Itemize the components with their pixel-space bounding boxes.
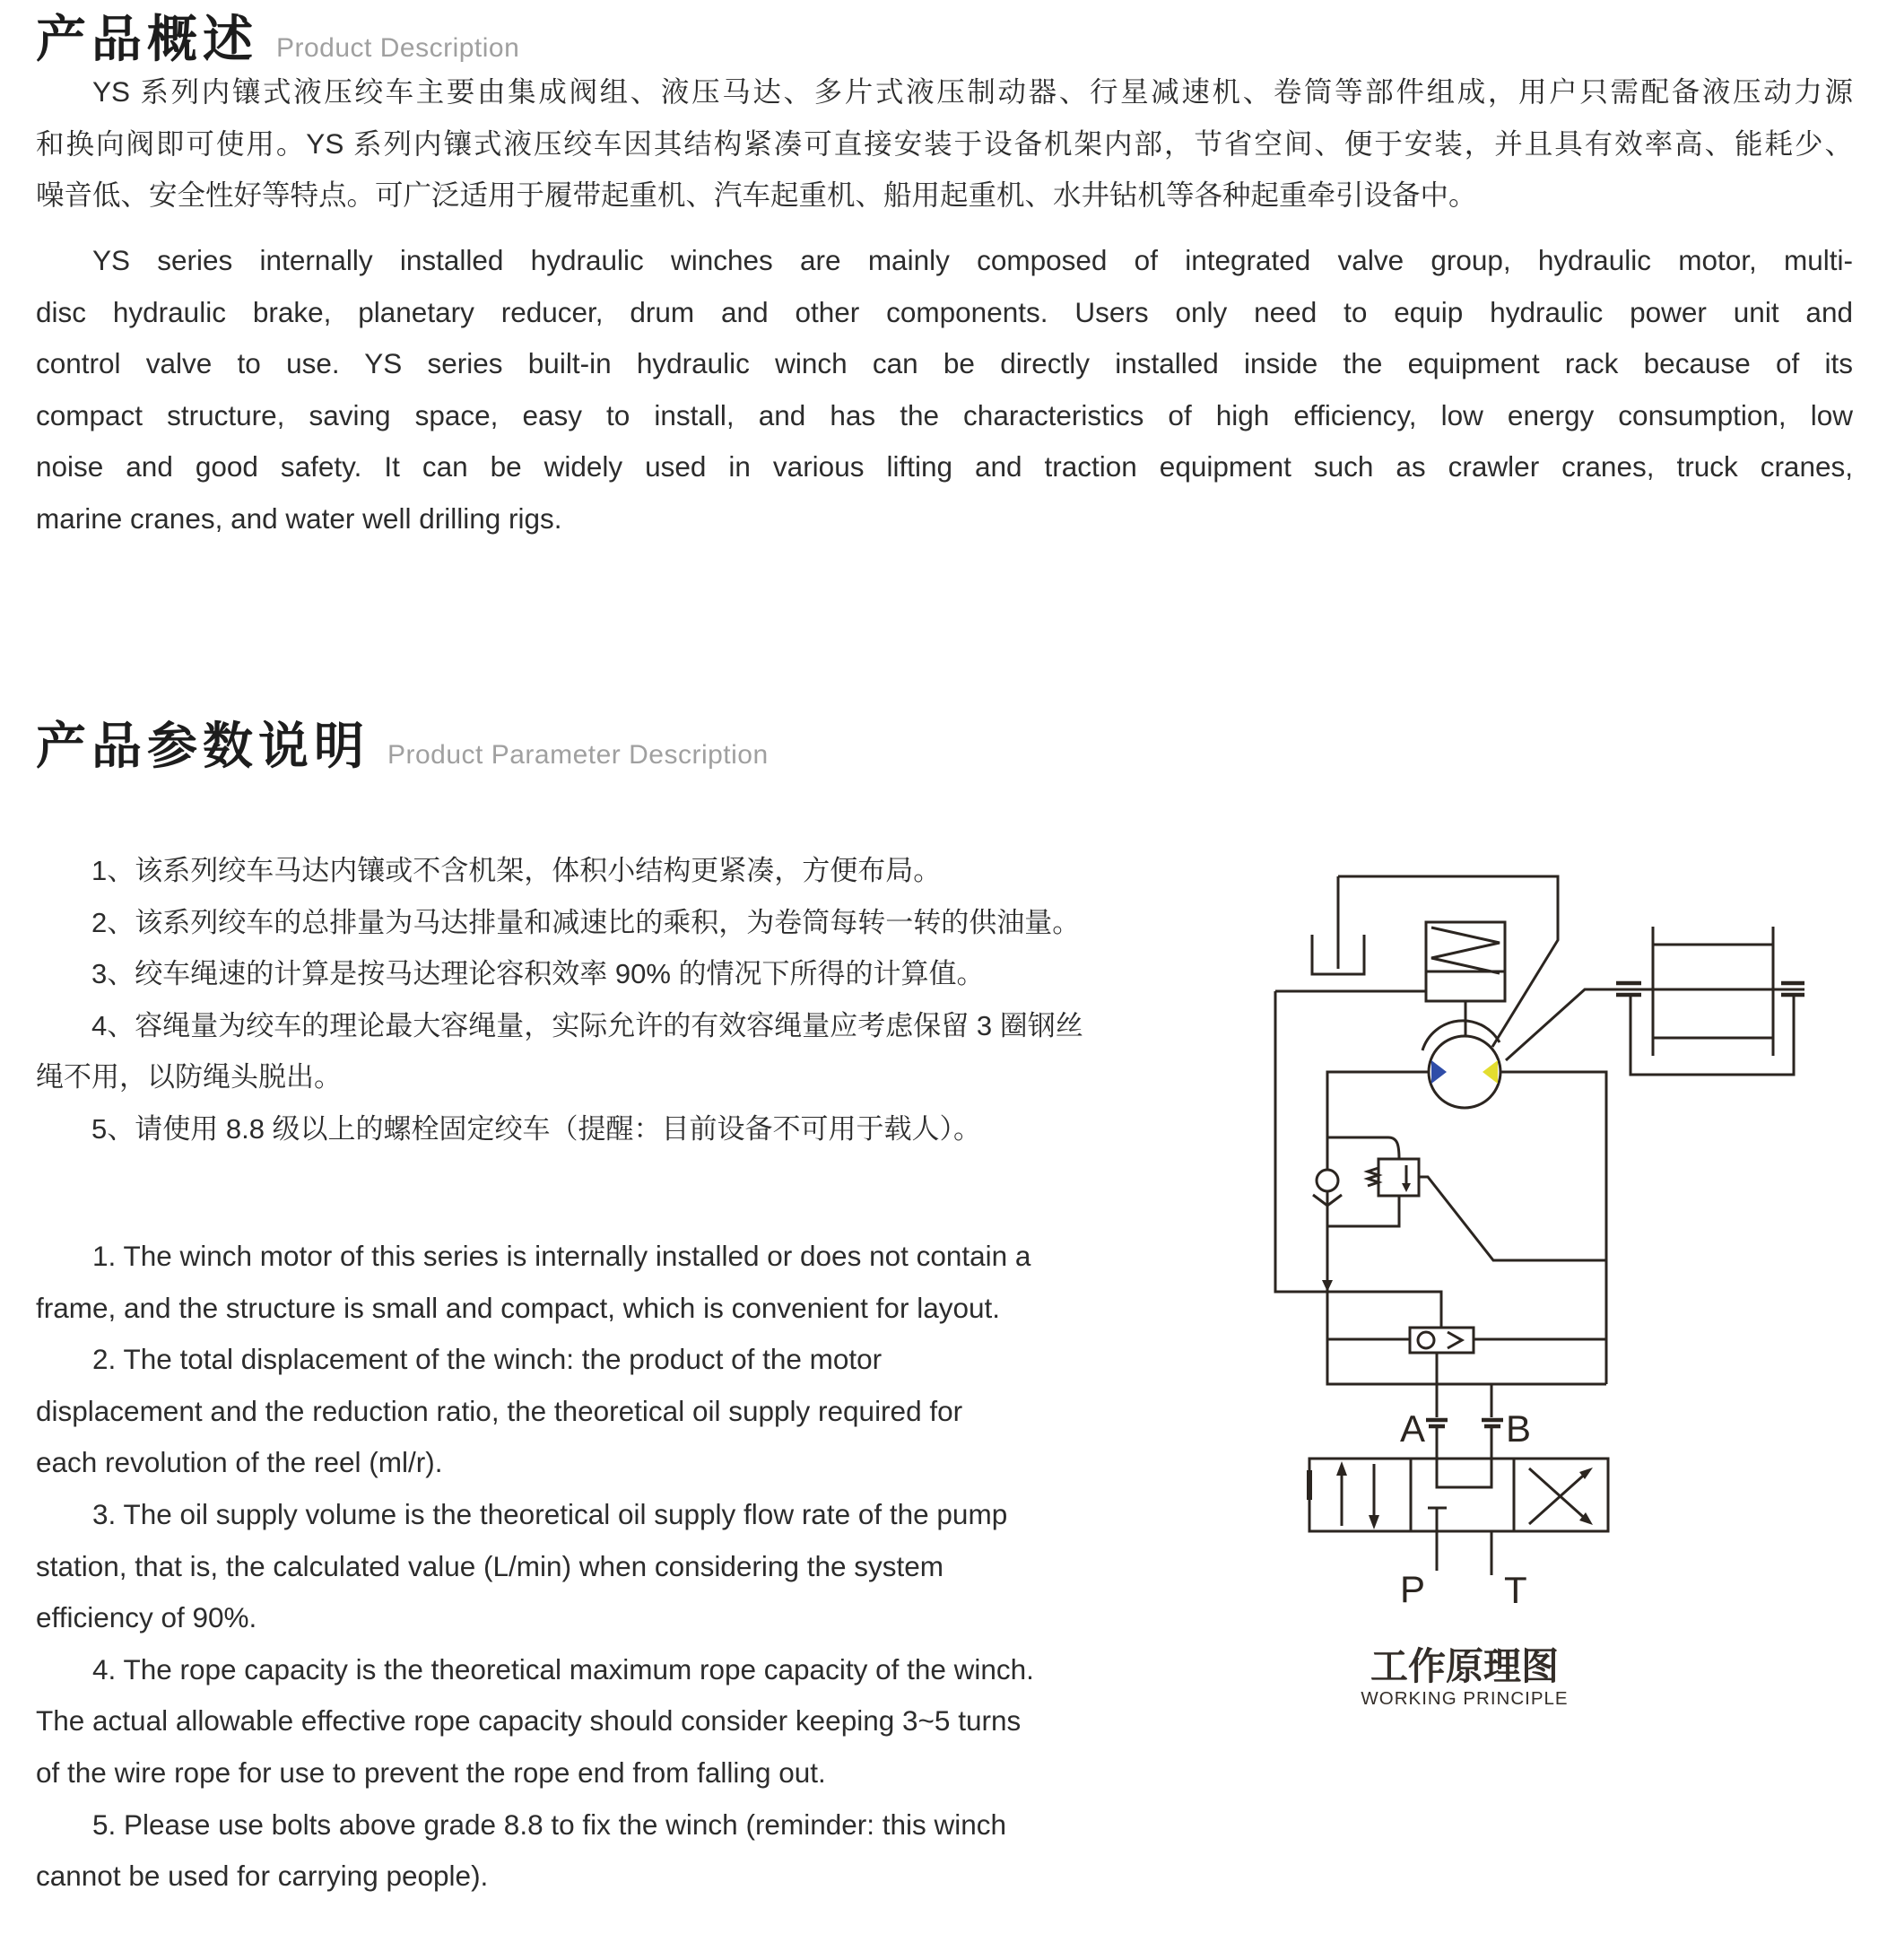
parameter-notes-zh bbox=[36, 845, 1229, 1155]
relief-bottom-line bbox=[1327, 1196, 1399, 1226]
port-b-break bbox=[1482, 1420, 1503, 1426]
port-a-break bbox=[1426, 1420, 1448, 1426]
diagram-caption-en: WORKING PRINCIPLE bbox=[1361, 1688, 1569, 1709]
note-en-4: 4. The rope capacity is the theoretical maximum rope capacity of the winch. The actual allowable effective rope capacity should consider keeping 3~5 turns of the wire rope for use to prevent the rope end from falling out. bbox=[36, 1652, 1034, 1789]
motor-port-left-triangle bbox=[1431, 1060, 1447, 1084]
port-a-label: A bbox=[1399, 1407, 1425, 1450]
hydraulic-schematic bbox=[1275, 876, 1804, 1575]
shuttle-ball bbox=[1418, 1332, 1434, 1348]
port-t-label: T bbox=[1504, 1569, 1527, 1611]
section1-header bbox=[36, 11, 520, 67]
motor-port-right-triangle bbox=[1483, 1060, 1498, 1084]
note-zh-5: 5、请使用 8.8 级以上的螺栓固定绞车（提醒：目前设备不可用于载人）。 bbox=[91, 1112, 982, 1145]
relief-spring-symbol bbox=[1368, 1168, 1378, 1186]
note-en-1: 1. The winch motor of this series is internally installed or does not contain a frame, and the structure is small and compact, which is convenient for layout. bbox=[36, 1240, 1031, 1324]
note-en-5: 5. Please use bolts above grade 8.8 to fix the winch (reminder: this winch cannot be used for carrying people). bbox=[36, 1808, 1007, 1893]
working-principle-diagram bbox=[1256, 852, 1865, 1713]
overview-paragraph-en: YS series internally installed hydraulic winches are mainly composed of integrated valve group, hydraulic motor, multi- disc hydraulic brake, planetary reducer, drum and other components. Users only need to equip hydraulic power unit and control valve to use. YS series built-in hydraulic winch can be directly installed inside the equipment rack because of its compact structure, saving space, easy to install, and has the characteristics of high efficiency, low energy consumption, low noise and good safety. It can be widely used in various lifting and traction equipment such as crawler cranes, truck cranes, marine cranes, and water well drilling rigs. bbox=[36, 244, 1853, 535]
port-p-label: P bbox=[1399, 1568, 1425, 1610]
motor-line-left bbox=[1327, 1072, 1429, 1170]
section2-title-zh: 产品参数说明 bbox=[36, 718, 370, 774]
valve-arrow-down-head bbox=[1369, 1515, 1379, 1529]
note-en-3: 3. The oil supply volume is the theoretical oil supply flow rate of the pump station, that is, the calculated value (L/min) when considering the system efficiency of 90%. bbox=[36, 1497, 1008, 1634]
valve-center-position bbox=[1428, 1459, 1491, 1531]
winch-drum-symbol bbox=[1653, 927, 1773, 1056]
lower-loop-line bbox=[1327, 1339, 1606, 1384]
valve-arrow-up-head bbox=[1336, 1461, 1347, 1476]
oil-tank-symbol bbox=[1312, 876, 1364, 974]
note-zh-1: 1、该系列绞车马达内镶或不含机架，体积小结构更紧凑，方便布局。 bbox=[91, 855, 942, 886]
flow-arrow-down bbox=[1322, 1280, 1333, 1292]
motor-line-right bbox=[1500, 1072, 1606, 1384]
section1-title-zh: 产品概述 bbox=[36, 11, 258, 67]
relief-valve-symbol bbox=[1378, 1159, 1419, 1196]
diagram-caption-zh: 工作原理图 bbox=[1370, 1645, 1560, 1687]
section1-title-en: Product Description bbox=[276, 33, 520, 63]
port-b-label: B bbox=[1506, 1407, 1532, 1450]
parameter-notes-en bbox=[36, 1231, 1229, 1903]
section2-header bbox=[36, 718, 769, 774]
spring-symbol bbox=[1431, 928, 1500, 973]
note-zh-3: 3、绞车绳速的计算是按马达理论容积效率 90% 的情况下所得的计算值。 bbox=[91, 958, 985, 990]
valve-dividers bbox=[1411, 1459, 1514, 1531]
relief-out-diagonal bbox=[1419, 1177, 1606, 1260]
drum-shaft-line bbox=[1506, 989, 1804, 1060]
overview-paragraph-zh: YS 系列内镶式液压绞车主要由集成阀组、液压马达、多片式液压制动器、行星减速机、卷筒等部件组成，用户只需配备液压动力源 和换向阀即可使用。YS 系列内镶式液压绞车因其结构紧凑可直接安装于设备机架内部，节省空间、便于安装，并且具有效率高、能耗少、 噪音低、安全性好等特点。可广泛适用于履带起重机、汽车起重机、船用起重机、水井钻机等各种起重牵引设备中。 bbox=[36, 75, 1853, 212]
section2-title-en: Product Parameter Description bbox=[387, 740, 769, 770]
valve-cross-lines bbox=[1529, 1468, 1589, 1524]
note-en-2: 2. The total displacement of the winch: the product of the motor displacement and the reduction ratio, the theoretical oil supply required for each revolution of the reel (ml/r). bbox=[36, 1343, 963, 1479]
relief-arrow-head bbox=[1402, 1183, 1411, 1192]
drum-frame bbox=[1630, 996, 1794, 1075]
port-pt-lines bbox=[1437, 1531, 1491, 1575]
shuttle-chevron bbox=[1448, 1332, 1462, 1348]
relief-pilot-line bbox=[1327, 1137, 1399, 1159]
note-zh-4: 4、容绳量为绞车的理论最大容绳量，实际允许的有效容绳量应考虑保留 3 圈钢丝 绳不用，以防绳头脱出。 bbox=[36, 1009, 1083, 1093]
note-zh-2: 2、该系列绞车的总排量为马达排量和减速比的乘积，为卷筒每转一转的供油量。 bbox=[91, 906, 1081, 938]
check-valve-symbol bbox=[1317, 1170, 1338, 1191]
